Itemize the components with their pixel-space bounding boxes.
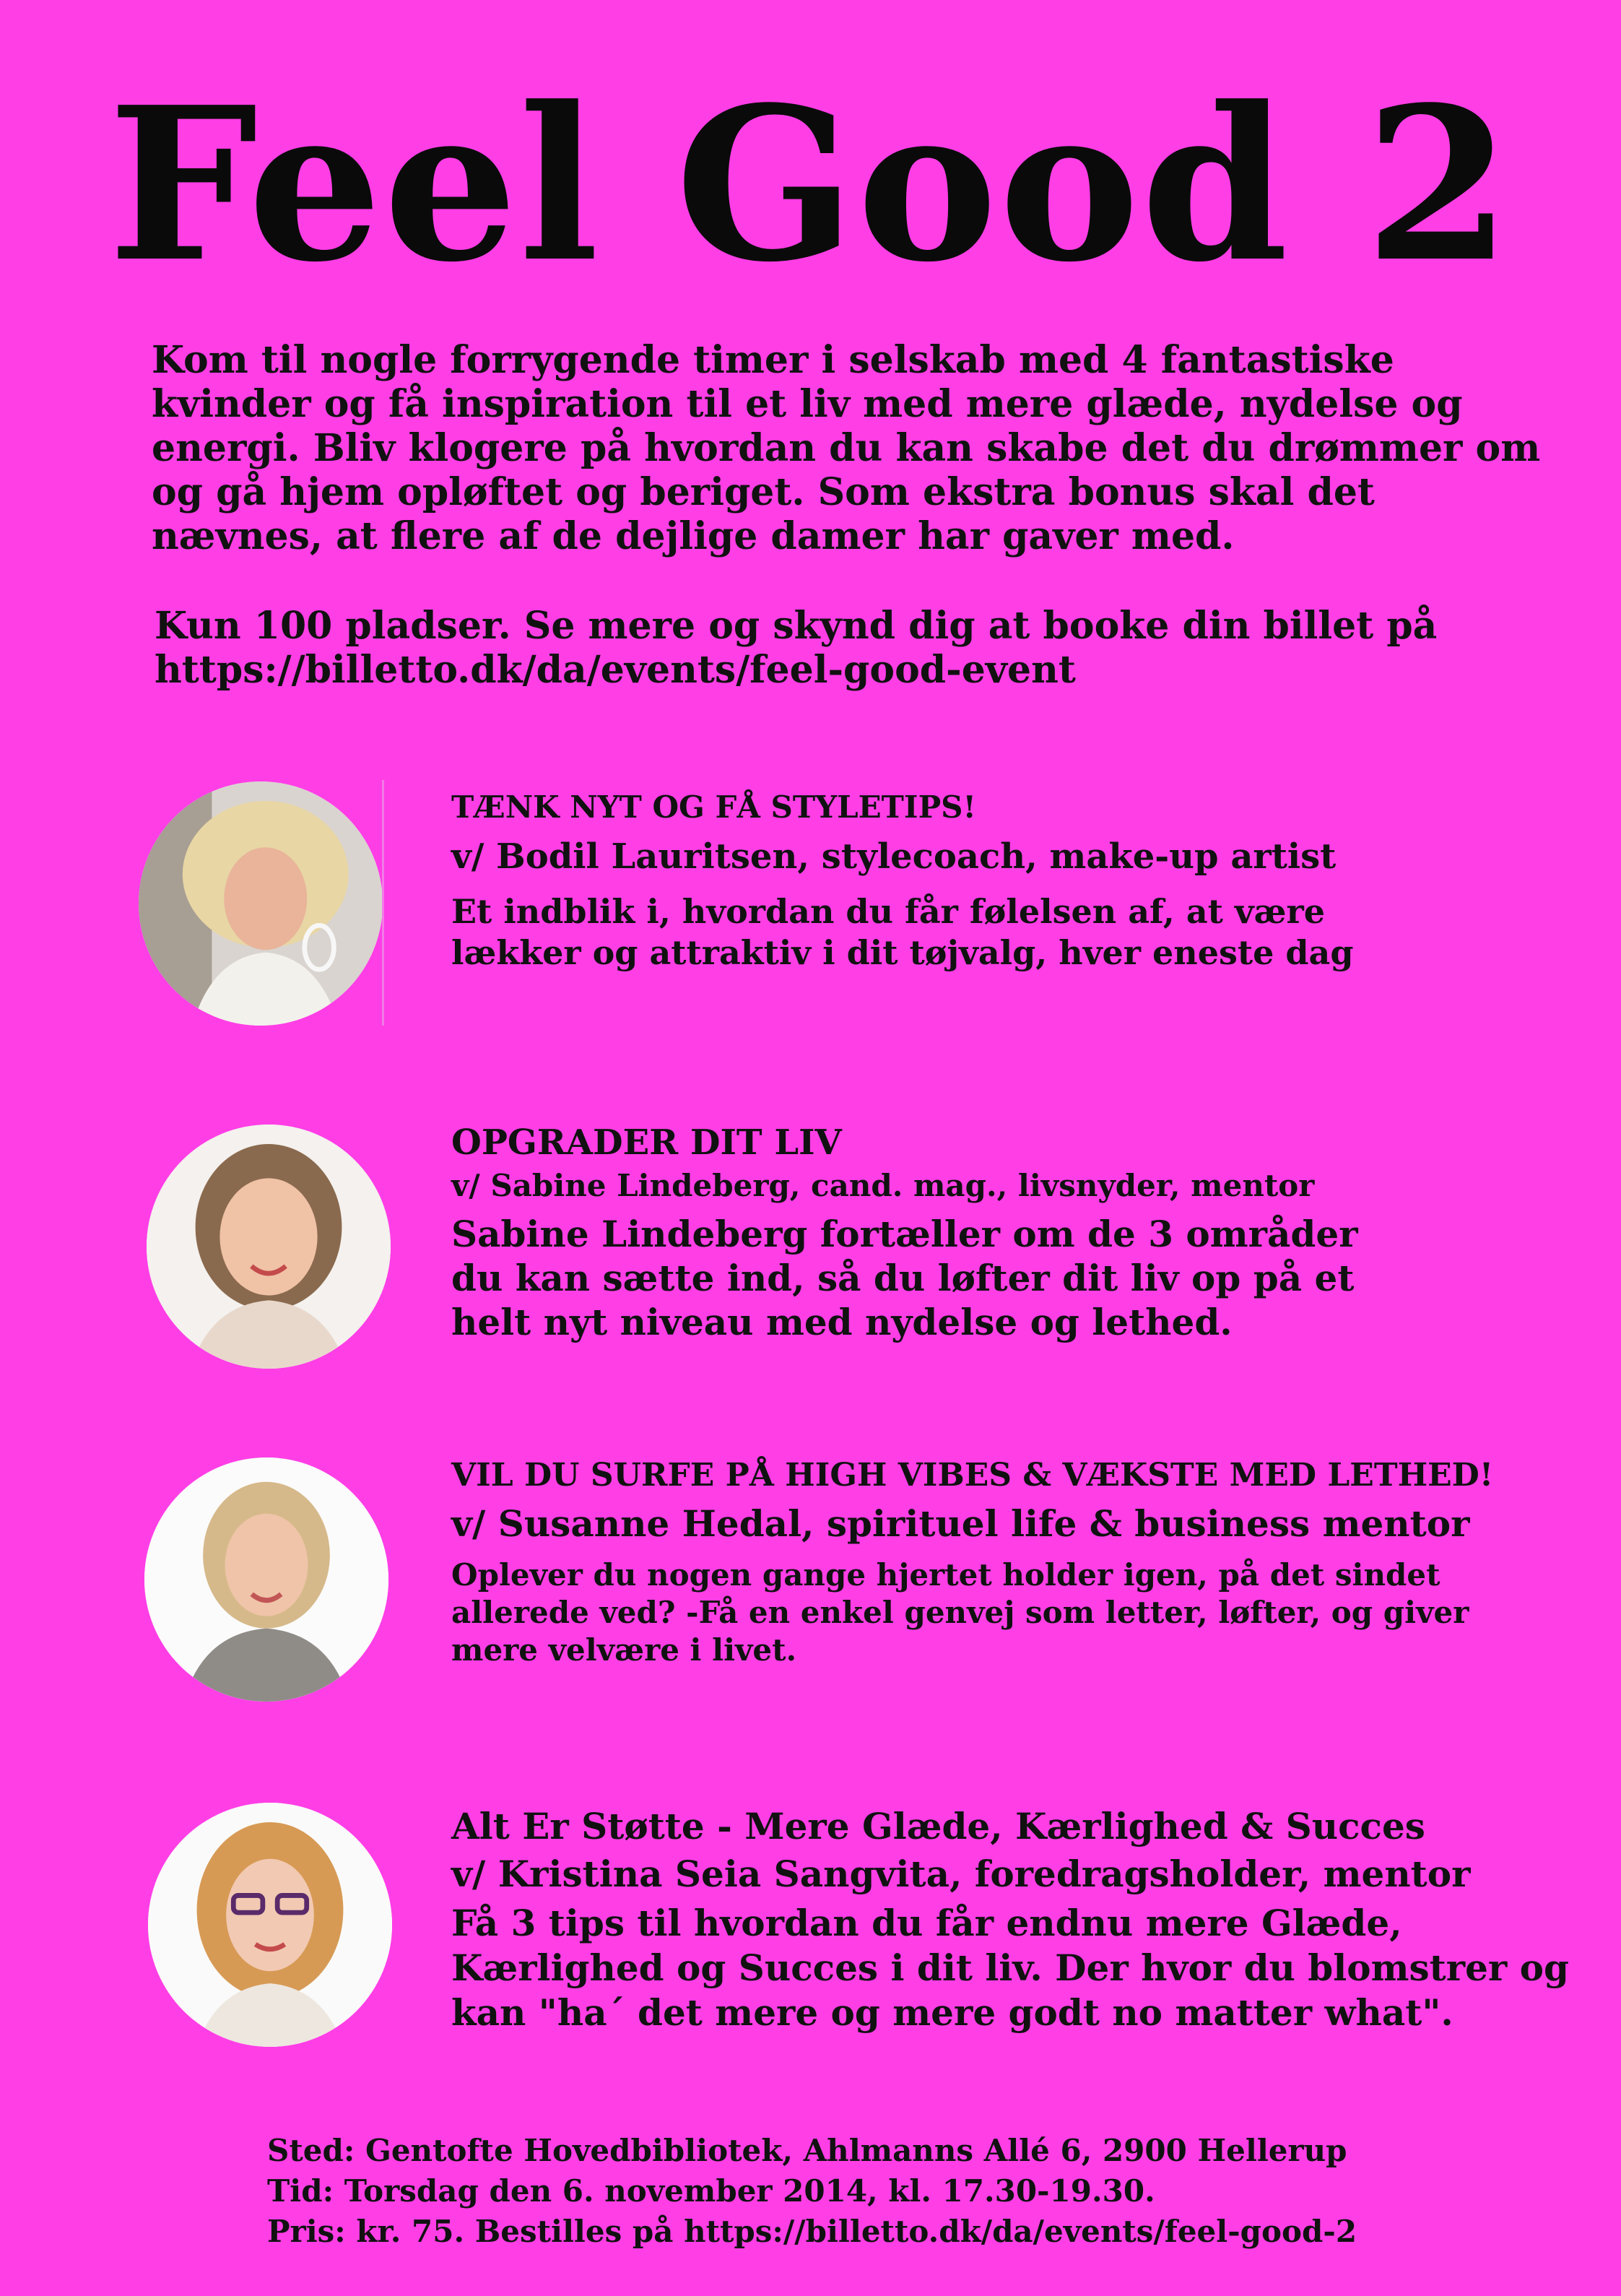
speaker-photo-susanne (144, 1457, 388, 1702)
speaker-block-susanne (451, 1455, 1578, 1669)
booking-info (155, 604, 1555, 692)
speaker-heading: VIL DU SURFE PÅ HIGH VIBES & VÆKSTE MED LETHED! (451, 1457, 1494, 1494)
speaker-photo-kristina (148, 1803, 392, 2047)
speaker-description: Oplever du nogen gange hjertet holder igen, på det sindet allerede ved? -Få en enkel genvej som letter, løfter, og giver mere velvære i livet. (451, 1557, 1469, 1668)
speaker-heading: Alt Er Støtte - Mere Glæde, Kærlighed & Succes (451, 1805, 1425, 1847)
event-price: Pris: kr. 75. Bestilles på https://billetto.dk/da/events/feel-good-2 (267, 2214, 1357, 2249)
speaker-photo-bodil (139, 781, 383, 1026)
speaker-heading: OPGRADER DIT LIV (451, 1122, 842, 1163)
event-time: Tid: Torsdag den 6. november 2014, kl. 17.30-19.30. (267, 2173, 1155, 2209)
page-title: Feel Good 2 (108, 61, 1513, 308)
event-details (267, 2131, 1567, 2252)
speaker-byline: v/ Bodil Lauritsen, stylecoach, make-up artist (451, 836, 1337, 877)
speaker-description: Sabine Lindeberg fortæller om de 3 områder du kan sætte ind, så du løfter dit liv op på et helt nyt niveau med nydelse og lethed. (451, 1213, 1358, 1343)
speaker-heading: TÆNK NYT OG FÅ STYLETIPS! (451, 789, 976, 825)
speaker-block-sabine (451, 1121, 1578, 1344)
divider-line (382, 780, 384, 1026)
speaker-description: Et indblik i, hvordan du får følelsen af, at være lækker og attraktiv i dit tøjvalg, hver eneste dag (451, 892, 1354, 972)
booking-line: Kun 100 pladser. Se mere og skynd dig at booke din billet på (155, 604, 1438, 648)
speaker-byline: v/ Kristina Seia Sangvita, foredragsholder, mentor (451, 1853, 1471, 1895)
speaker-byline: v/ Sabine Lindeberg, cand. mag., livsnyder, mentor (451, 1168, 1315, 1203)
intro-text: Kom til nogle forrygende timer i selskab med 4 fantastiske kvinder og få inspiration til et liv med mere glæde, nydelse og energi. Bliv klogere på hvordan du kan skabe det du drømmer om og gå hjem opløftet og beriget. Som ekstra bonus skal det nævnes, at flere af de dejlige damer har gaver med. (152, 338, 1541, 558)
speaker-block-bodil (451, 787, 1578, 974)
speaker-photo-sabine (147, 1125, 391, 1369)
event-place: Sted: Gentofte Hovedbibliotek, Ahlmanns Allé 6, 2900 Hellerup (267, 2133, 1347, 2168)
booking-link: https://billetto.dk/da/events/feel-good-event (155, 648, 1076, 692)
speaker-byline: v/ Susanne Hedal, spirituel life & business mentor (451, 1502, 1470, 1545)
speaker-description: Få 3 tips til hvordan du får endnu mere Glæde, Kærlighed og Succes i dit liv. Der hvor du blomstrer og kan "ha´ det mere og mere godt no matter what". (451, 1902, 1569, 2034)
speaker-block-kristina (451, 1804, 1578, 2035)
